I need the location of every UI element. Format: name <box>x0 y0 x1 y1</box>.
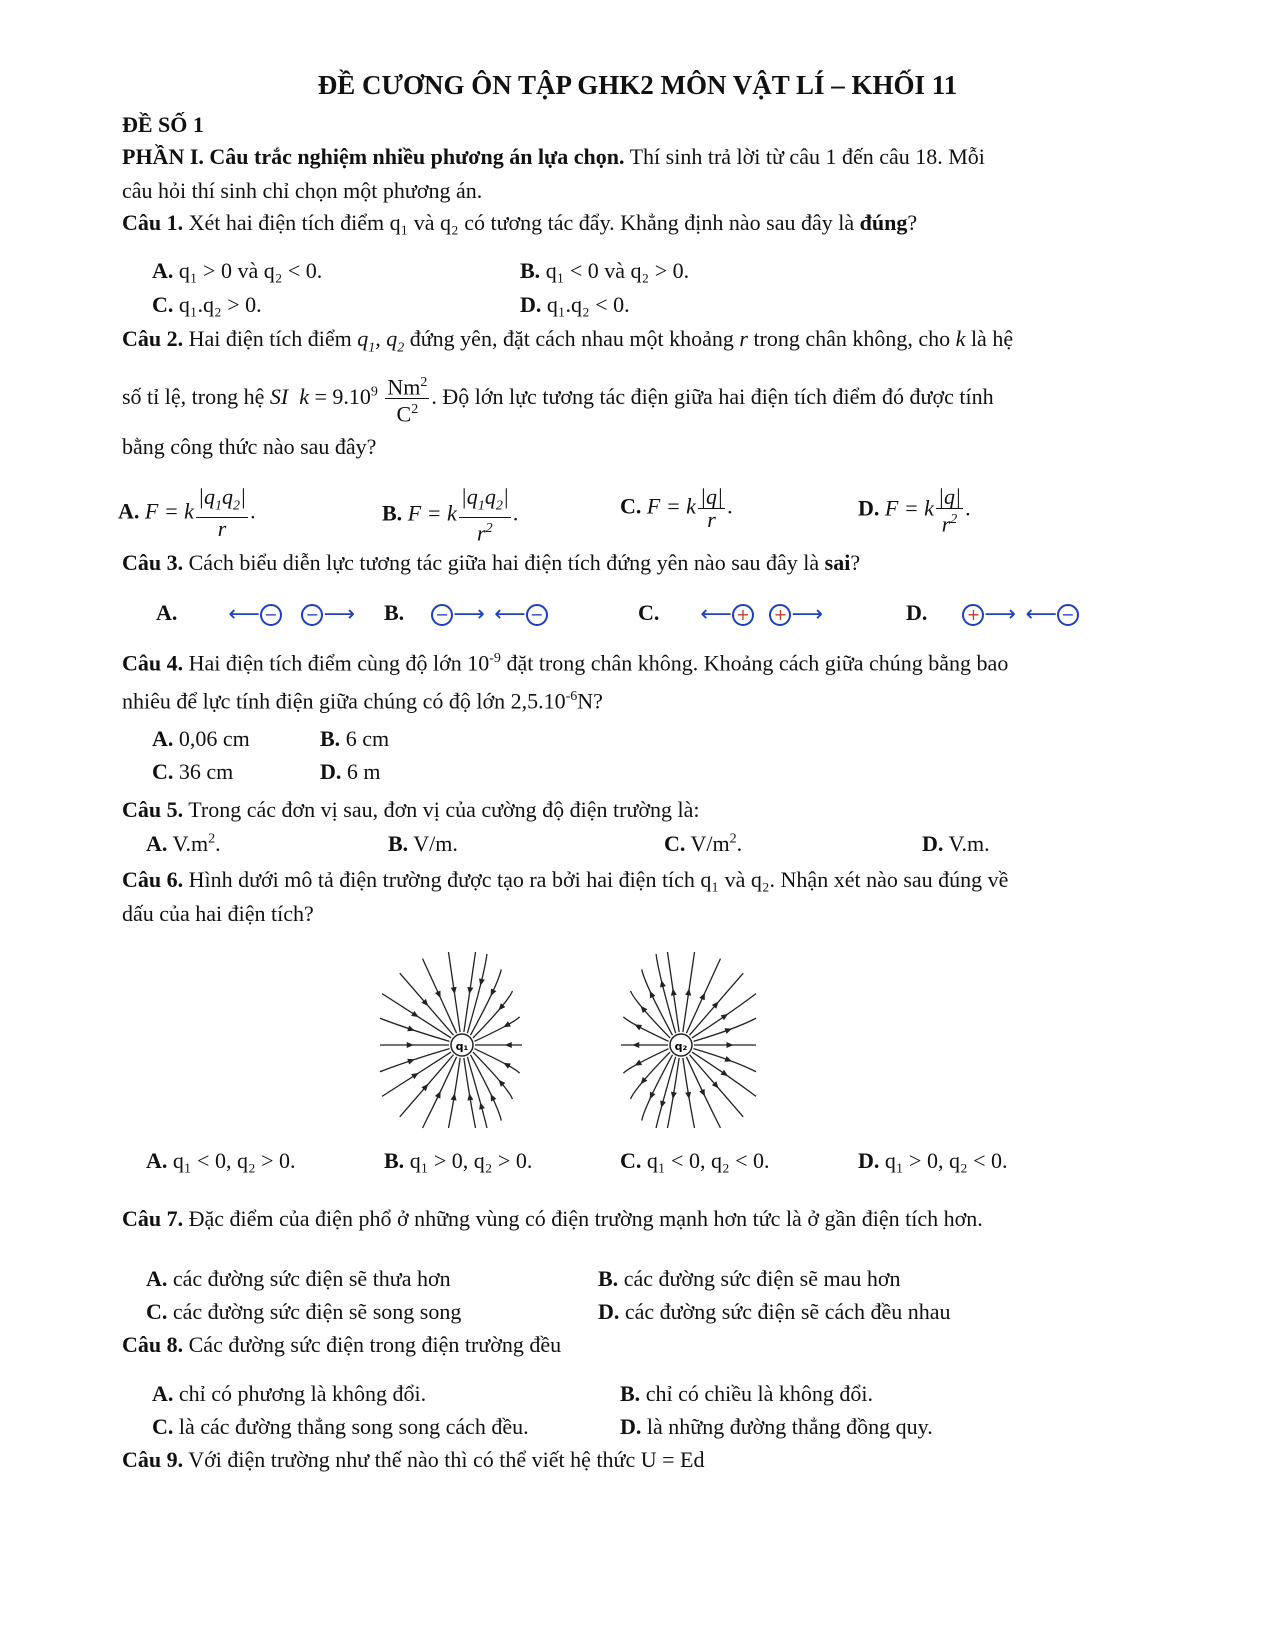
option-letter: B. <box>520 258 541 283</box>
q2-option-a[interactable]: A. F = k $\frac{|q_1q_2|}{r}$ . <box>118 484 256 542</box>
question-text: Đặc điểm của điện phổ ở những vùng có điện trường mạnh hơn tức là ở gần điện tích hơn. <box>183 1206 983 1231</box>
charge-q1-label: q₁ <box>455 1040 469 1053</box>
field-arrow-icon <box>658 979 666 987</box>
q3-option-a[interactable] <box>156 600 355 627</box>
option-letter: B. <box>382 500 403 526</box>
field-arrow-icon <box>477 1101 485 1109</box>
field-arrow-icon <box>721 1070 730 1079</box>
arrow-left-icon: ⟵ <box>700 602 732 628</box>
option-text: q₁.q₂ > 0. <box>178 292 262 317</box>
option-text: các đường sức điện sẽ song song <box>172 1299 462 1324</box>
field-line <box>467 954 487 1033</box>
unit-fraction: $\frac{Nm^2}{C^2}$ <box>385 372 429 426</box>
field-arrow-icon <box>407 1042 414 1048</box>
q7-option-c[interactable] <box>146 1299 461 1325</box>
negative-charge-icon: − <box>431 604 453 626</box>
question-emphasis: sai <box>824 550 851 575</box>
option-text: chỉ có chiều là không đổi. <box>645 1381 873 1406</box>
formula-fraction: $\frac{|q|}{r^2}$ <box>937 484 962 537</box>
field-arrow-icon <box>727 1042 734 1048</box>
option-text: các đường sức điện sẽ mau hơn <box>623 1266 901 1291</box>
option-letter: D. <box>620 1414 642 1439</box>
option-text: V/m <box>690 831 730 856</box>
option-letter: C. <box>152 759 174 784</box>
si-formula: SI k <box>269 383 309 409</box>
q2-option-c[interactable]: C. F = k $\frac{|q|}{r}$ . <box>620 484 733 532</box>
arrow-right-icon: ⟶ <box>323 602 355 628</box>
option-letter: B. <box>388 831 409 856</box>
option-text: q₁ < 0 và q₂ > 0. <box>545 258 690 283</box>
q4-option-b[interactable] <box>320 726 389 752</box>
question-label: Câu 4. <box>122 650 184 676</box>
option-letter: C. <box>664 831 686 856</box>
question-text: trong chân không, cho <box>747 326 956 351</box>
field-arrow-icon <box>435 991 443 1000</box>
q1-option-d[interactable] <box>520 292 630 318</box>
electric-field-diagram <box>378 950 758 1130</box>
q8-option-d[interactable] <box>620 1414 933 1440</box>
q5-option-a[interactable]: A. $V.m^2$. <box>146 831 221 856</box>
q6-option-d[interactable] <box>858 1148 1008 1174</box>
negative-charge-icon: − <box>260 604 282 626</box>
question-1 <box>122 206 1152 240</box>
option-text: q₁ > 0, q₂ > 0. <box>409 1148 533 1173</box>
field-line <box>473 991 513 1038</box>
exponent: -6 <box>565 689 578 705</box>
question-6 <box>122 863 1152 931</box>
field-arrow-icon <box>633 1022 642 1031</box>
question-label: Câu 6. <box>122 867 184 892</box>
option-letter: D. <box>922 831 944 856</box>
question-text: đặt trong chân không. Khoảng cách giữa chúng bằng bao <box>500 650 1009 676</box>
part1-text-2: câu hỏi thí sinh chỉ chọn một phương án. <box>122 178 483 203</box>
question-text: Với điện trường như thế nào thì có thể viết hệ thức U = Ed <box>183 1447 705 1472</box>
option-letter: C. <box>152 292 174 317</box>
question-label: Câu 5. <box>122 797 184 822</box>
negative-charge-icon: − <box>301 604 323 626</box>
field-line <box>693 1049 756 1072</box>
question-text: Hai điện tích điểm cùng độ lớn 10 <box>183 650 490 676</box>
option-letter: B. <box>598 1266 619 1291</box>
q1-q2-symbols: $q_1$, $q_2$ <box>357 326 405 356</box>
field-arrow-icon <box>632 1042 639 1048</box>
field-line <box>464 1058 476 1128</box>
positive-charge-icon: + <box>732 604 754 626</box>
option-letter: A. <box>146 1148 168 1173</box>
option-text: q₁ > 0, q₂ < 0. <box>884 1148 1008 1173</box>
field-arrow-icon <box>407 1057 416 1065</box>
question-text: Cách biểu diễn lực tương tác giữa hai điện tích đứng yên nào sau đây là <box>183 550 825 575</box>
option-letter: D. <box>858 495 880 521</box>
arrow-right-icon: ⟶ <box>453 602 485 628</box>
option-text: chỉ có phương là không đổi. <box>178 1381 427 1406</box>
negative-charge-icon: − <box>526 604 548 626</box>
field-line <box>693 1018 756 1041</box>
option-letter: A. <box>146 831 168 856</box>
charge-q2-label: q₂ <box>674 1040 688 1053</box>
option-letter: A. <box>156 600 178 625</box>
field-arrow-icon <box>407 1026 416 1034</box>
page-title: ĐỀ CƯƠNG ÔN TẬP GHK2 MÔN VẬT LÍ – KHỐI 11 <box>317 70 958 100</box>
option-letter: A. <box>118 498 140 524</box>
option-letter: A. <box>152 726 174 751</box>
q4-option-c[interactable] <box>152 759 233 785</box>
r-symbol: r <box>739 326 748 351</box>
question-4 <box>122 642 1152 719</box>
arrow-right-icon: ⟶ <box>984 602 1016 628</box>
option-letter: D. <box>858 1148 880 1173</box>
question-8 <box>122 1332 561 1358</box>
arrow-left-icon: ⟵ <box>1025 602 1057 628</box>
option-text: 6 cm <box>345 726 390 751</box>
field-arrow-icon <box>724 1056 733 1064</box>
field-line <box>448 1058 460 1128</box>
option-letter: B. <box>620 1381 641 1406</box>
question-text-end: ? <box>850 550 861 575</box>
k-symbol: k <box>955 326 966 351</box>
option-text: là những đường thẳng đồng quy. <box>646 1414 933 1439</box>
question-9 <box>122 1447 704 1473</box>
arrow-left-icon: ⟵ <box>494 602 526 628</box>
option-text: V.m. <box>948 831 990 856</box>
field-arrow-icon <box>488 1093 496 1102</box>
positive-charge-icon: + <box>769 604 791 626</box>
question-emphasis: đúng <box>859 210 908 235</box>
option-letter: D. <box>906 600 928 625</box>
question-text: N? <box>577 688 603 714</box>
q5-option-b[interactable] <box>388 831 458 857</box>
option-letter: C. <box>620 493 642 519</box>
question-label: Câu 3. <box>122 550 184 575</box>
q8-option-b[interactable] <box>620 1381 873 1407</box>
field-arrow-icon <box>502 1060 511 1069</box>
question-5 <box>122 797 700 823</box>
field-arrow-icon <box>647 989 655 998</box>
q4-option-a[interactable] <box>152 726 250 752</box>
q3-option-b[interactable] <box>384 600 548 627</box>
question-text: Trong các đơn vị sau, đơn vị của cường độ điện trường là: <box>183 797 700 822</box>
positive-charge-icon: + <box>962 604 984 626</box>
q7-option-b[interactable] <box>598 1266 901 1292</box>
q1-option-b[interactable] <box>520 258 689 284</box>
option-text: là các đường thẳng song song cách đều. <box>178 1414 529 1439</box>
field-arrow-icon <box>658 1100 666 1108</box>
q1-option-a[interactable] <box>152 258 322 284</box>
field-arrow-icon <box>502 1021 511 1030</box>
q1-option-c[interactable] <box>152 292 262 318</box>
option-letter: B. <box>384 1148 405 1173</box>
question-text-end: ? <box>907 210 918 235</box>
option-text: q₁ < 0, q₂ > 0. <box>172 1148 296 1173</box>
option-letter: A. <box>146 1266 168 1291</box>
q2-option-d[interactable]: D. F = k $\frac{|q|}{r^2}$ . <box>858 484 971 537</box>
option-text: 0,06 cm <box>178 726 250 751</box>
option-text: V/m. <box>413 831 458 856</box>
question-text: Hình dưới mô tả điện trường được tạo ra bởi hai điện tích q₁ và q₂. Nhận xét nào sau đúng về <box>183 867 1009 892</box>
q5-option-d[interactable] <box>922 831 990 857</box>
field-arrow-icon <box>477 978 485 986</box>
option-letter: C. <box>152 1414 174 1439</box>
field-line <box>473 1052 513 1099</box>
question-text: . Độ lớn lực tương tác điện giữa hai điện tích điểm đó được tính <box>431 383 994 409</box>
formula-fraction: $\frac{|q_1q_2|}{r}$ <box>197 484 247 542</box>
part1-instructions <box>122 140 1152 208</box>
question-7 <box>122 1206 983 1232</box>
question-label: Câu 1. <box>122 210 184 235</box>
negative-charge-icon: − <box>1057 604 1079 626</box>
option-letter: D. <box>520 292 542 317</box>
q4-option-d[interactable] <box>320 759 381 785</box>
option-text: các đường sức điện sẽ cách đều nhau <box>624 1299 951 1324</box>
part1-heading: PHẦN I. Câu trắc nghiệm nhiều phương án lựa chọn. <box>122 144 625 169</box>
question-text: Xét hai điện tích điểm q₁ và q₂ có tương tác đẩy. Khẳng định nào sau đây là <box>183 210 860 235</box>
formula-fraction: $\frac{|q|}{r}$ <box>699 484 724 532</box>
option-letter: C. <box>638 600 660 625</box>
question-text: đứng yên, đặt cách nhau một khoảng <box>404 326 740 351</box>
question-2-line-1 <box>122 326 1013 356</box>
option-letter: B. <box>384 600 405 625</box>
option-letter: B. <box>320 726 341 751</box>
q8-option-a[interactable] <box>152 1381 426 1407</box>
q7-option-d[interactable] <box>598 1299 951 1325</box>
arrow-left-icon: ⟵ <box>228 602 260 628</box>
field-arrow-icon <box>411 1070 420 1079</box>
field-arrow-icon <box>435 1090 443 1099</box>
question-text: Hai điện tích điểm <box>183 326 358 351</box>
question-text: nhiêu để lực tính điện giữa chúng có độ lớn 2,5.10 <box>122 688 566 714</box>
question-text: dấu của hai điện tích? <box>122 901 314 926</box>
formula-fraction: $\frac{|q_1q_2|}{r^2}$ <box>460 484 509 546</box>
question-text: số tỉ lệ, trong hệ <box>122 383 270 409</box>
question-2-line-3: bằng công thức nào sau đây? <box>122 434 377 459</box>
q8-option-c[interactable] <box>152 1414 529 1440</box>
option-text: các đường sức điện sẽ thưa hơn <box>172 1266 451 1291</box>
field-arrow-icon <box>647 1092 655 1101</box>
option-text: q₁.q₂ < 0. <box>546 292 630 317</box>
field-arrow-icon <box>721 1011 730 1020</box>
q6-option-b[interactable] <box>384 1148 532 1174</box>
question-label: Câu 7. <box>122 1206 184 1231</box>
option-letter: A. <box>152 258 174 283</box>
question-2-line-2: số tỉ lệ, trong hệ SI $k = 9.10^9$ $\frac{Nm^2}{C^2}$ . Độ lớn lực tương tác điện giữa hai điện tích điểm đó được tính <box>122 372 994 426</box>
field-arrow-icon <box>633 1060 642 1069</box>
question-text: Các đường sức điện trong điện trường đều <box>183 1332 562 1357</box>
q3-option-d[interactable] <box>906 600 1079 627</box>
q6-option-a[interactable] <box>146 1148 296 1174</box>
part1-text: Thí sinh trả lời từ câu 1 đến câu 18. Mỗi <box>624 144 985 169</box>
option-text: 6 m <box>346 759 381 784</box>
field-arrow-icon <box>505 1042 512 1048</box>
q3-option-c[interactable] <box>638 600 823 627</box>
question-3 <box>122 550 860 576</box>
question-label: Câu 2. <box>122 326 184 351</box>
option-letter: C. <box>146 1299 168 1324</box>
q2-option-b[interactable]: B. F = k $\frac{|q_1q_2|}{r^2}$ . <box>382 484 519 546</box>
field-arrow-icon <box>724 1026 733 1034</box>
arrow-right-icon: ⟶ <box>791 602 823 628</box>
field-arrow-icon <box>699 1089 707 1098</box>
option-text: V.m <box>172 831 209 856</box>
q5-option-c[interactable]: C. $V/m^2$. <box>664 831 743 856</box>
question-text: là hệ <box>965 326 1014 351</box>
exam-number: ĐỀ SỐ 1 <box>122 112 204 137</box>
option-letter: A. <box>152 1381 174 1406</box>
option-text: 36 cm <box>178 759 234 784</box>
option-text: q₁ > 0 và q₂ < 0. <box>178 258 323 283</box>
field-arrow-icon <box>411 1011 420 1020</box>
field-arrow-icon <box>488 989 496 998</box>
option-letter: D. <box>598 1299 620 1324</box>
field-lines-q1 <box>380 952 522 1128</box>
exponent: -9 <box>489 651 501 666</box>
option-letter: C. <box>620 1148 642 1173</box>
question-label: Câu 8. <box>122 1332 184 1357</box>
q7-option-a[interactable] <box>146 1266 451 1292</box>
option-letter: D. <box>320 759 342 784</box>
q6-option-c[interactable] <box>620 1148 770 1174</box>
field-arrow-icon <box>699 991 707 1000</box>
question-label: Câu 9. <box>122 1447 184 1472</box>
option-text: q₁ < 0, q₂ < 0. <box>646 1148 770 1173</box>
